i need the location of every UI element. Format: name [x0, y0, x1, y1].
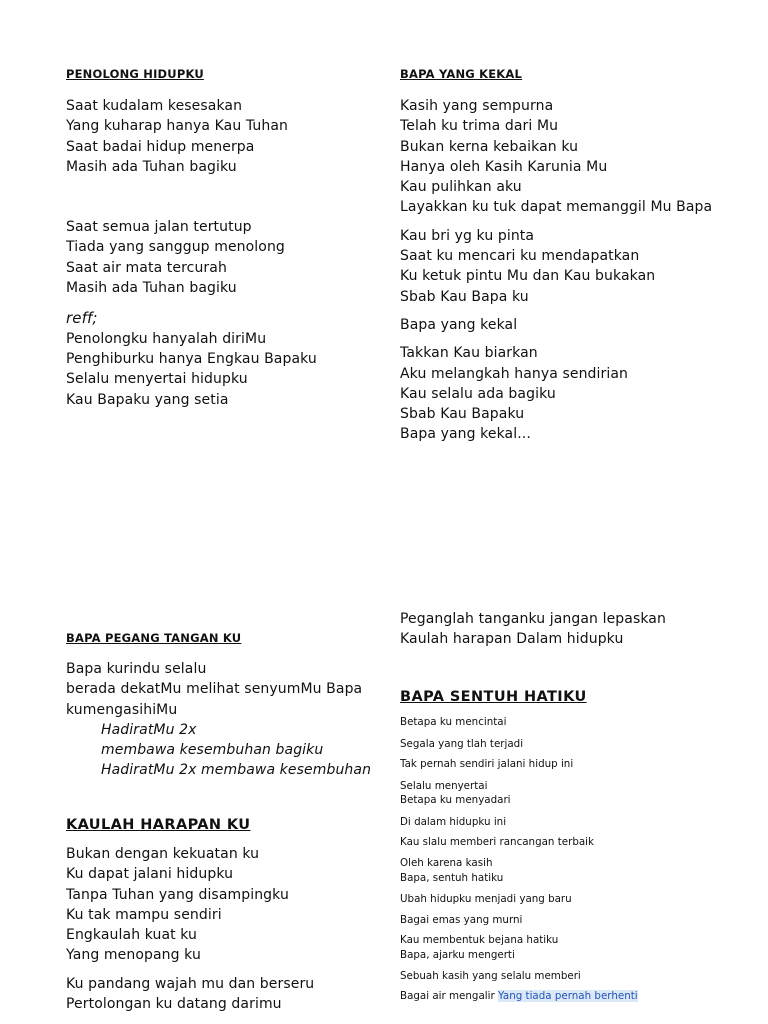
song-title: BAPA YANG KEKAL — [400, 67, 523, 81]
lyric-line: Betapa ku mencintai — [400, 716, 507, 728]
lyric-line: Kaulah harapan Dalam hidupku — [400, 631, 624, 648]
lyric-line: Oleh karena kasih — [400, 857, 493, 869]
lyric-line: Kau pulihkan aku — [400, 179, 522, 196]
lyric-line: Bukan kerna kebaikan ku — [400, 138, 579, 155]
lyric-line: Kau slalu memberi rancangan terbaik — [400, 836, 594, 848]
lyric-line: Engkaulah kuat ku — [66, 927, 198, 944]
lyric-line: Hanya oleh Kasih Karunia Mu — [400, 158, 608, 175]
song-title: KAULAH HARAPAN KU — [66, 817, 251, 833]
lyric-line: Bapa, sentuh hatiku — [400, 872, 504, 884]
lyric-line: Penghiburku hanya Engkau Bapaku — [66, 350, 317, 367]
lyric-line: Yang menopang ku — [66, 947, 201, 964]
lyric-line: Penolongku hanyalah diriMu — [66, 330, 267, 347]
lyric-line: Bapa yang kekal... — [400, 426, 531, 443]
lyric-line: Bapa, ajarku mengerti — [400, 949, 515, 961]
lyric-line: Ku tak mampu sendiri — [66, 906, 222, 923]
lyric-line: Saat badai hidup menerpa — [66, 138, 255, 155]
highlighted-selection: Yang tiada pernah berhenti — [498, 990, 638, 1002]
song-title: BAPA PEGANG TANGAN KU — [66, 631, 242, 645]
song-bapa-pegang-tangan-ku — [66, 631, 371, 781]
song-bapa-sentuh-hatiku — [400, 688, 587, 706]
song-kaulah-harapan-ku — [66, 816, 314, 1014]
lyric-line: Sebuah kasih yang selalu memberi — [400, 970, 581, 982]
reff-label: reff; — [66, 309, 98, 328]
lyric-continuation — [400, 609, 666, 650]
lyric-line: Tiada yang sanggup menolong — [66, 239, 285, 256]
lyric-line: Kau selalu ada bagiku — [400, 385, 556, 402]
lyric-line: Telah ku trima dari Mu — [400, 118, 559, 135]
lyric-line: Saat semua jalan tertutup — [66, 219, 252, 236]
lyric-line: Layakkan ku tuk dapat memanggil Mu Bapa — [400, 199, 713, 216]
lyric-line: Segala yang tlah terjadi — [400, 738, 524, 750]
lyric-line: Selalu menyertai hidupku — [66, 371, 248, 388]
lyric-line: Kasih yang sempurna — [400, 98, 554, 114]
lyric-line: Bapa yang kekal — [400, 316, 518, 333]
lyric-line: Ku dapat jalani hidupku — [66, 866, 234, 883]
lyric-line: Ku pandang wajah mu dan berseru — [66, 975, 315, 992]
lyric-line: Masih ada Tuhan bagiku — [66, 158, 237, 175]
lyric-line: Masih ada Tuhan bagiku — [66, 280, 237, 297]
lyric-line: membawa kesembuhan bagiku — [101, 742, 324, 759]
lyric-line: Bagai emas yang murni — [400, 914, 523, 926]
song-title: BAPA SENTUH HATIKU — [400, 689, 587, 705]
lyric-text: Bagai air mengalir — [400, 990, 495, 1002]
lyric-line: Bukan dengan kekuatan ku — [66, 846, 260, 862]
lyric-line: Ku ketuk pintu Mu dan Kau bukakan — [400, 268, 656, 285]
lyric-line: kumengasihiMu — [66, 701, 178, 718]
lyric-line: HadiratMu 2x membawa kesembuhan — [101, 762, 372, 779]
lyric-line: Kau Bapaku yang setia — [66, 391, 229, 408]
lyric-line: Pertolongan ku datang darimu — [66, 996, 282, 1013]
lyric-line-last — [400, 990, 638, 1002]
lyric-line: Kau membentuk bejana hatiku — [400, 934, 559, 946]
lyric-line: Sbab Kau Bapa ku — [400, 288, 529, 305]
lyric-line: Saat kudalam kesesakan — [66, 98, 243, 114]
lyric-line: Aku melangkah hanya sendirian — [400, 365, 629, 382]
lyric-line: Takkan Kau biarkan — [400, 345, 538, 362]
lyric-line: Saat air mata tercurah — [66, 259, 227, 276]
song-penolong-hidupku — [66, 67, 317, 410]
lyric-line: Selalu menyertai — [400, 780, 488, 792]
lyric-line: Saat ku mencari ku mendapatkan — [400, 248, 640, 265]
lyric-line: HadiratMu 2x — [101, 721, 197, 738]
lyric-line: Betapa ku menyadari — [400, 794, 511, 806]
lyric-line: Sbab Kau Bapaku — [400, 406, 525, 423]
lyric-line: Peganglah tanganku jangan lepaskan — [400, 611, 666, 627]
song-title: PENOLONG HIDUPKU — [66, 67, 204, 81]
lyric-line: Tanpa Tuhan yang disampingku — [66, 886, 289, 903]
lyric-line: Ubah hidupku menjadi yang baru — [400, 893, 572, 905]
lyric-line: Bapa kurindu selalu — [66, 661, 207, 677]
lyric-line: berada dekatMu melihat senyumMu Bapa — [66, 681, 363, 698]
song-bapa-yang-kekal — [400, 67, 712, 445]
lyric-line: Tak pernah sendiri jalani hidup ini — [400, 758, 574, 770]
lyric-line: Kau bri yg ku pinta — [400, 227, 535, 244]
lyric-line: Yang kuharap hanya Kau Tuhan — [66, 118, 288, 135]
lyric-line: Di dalam hidupku ini — [400, 816, 507, 828]
